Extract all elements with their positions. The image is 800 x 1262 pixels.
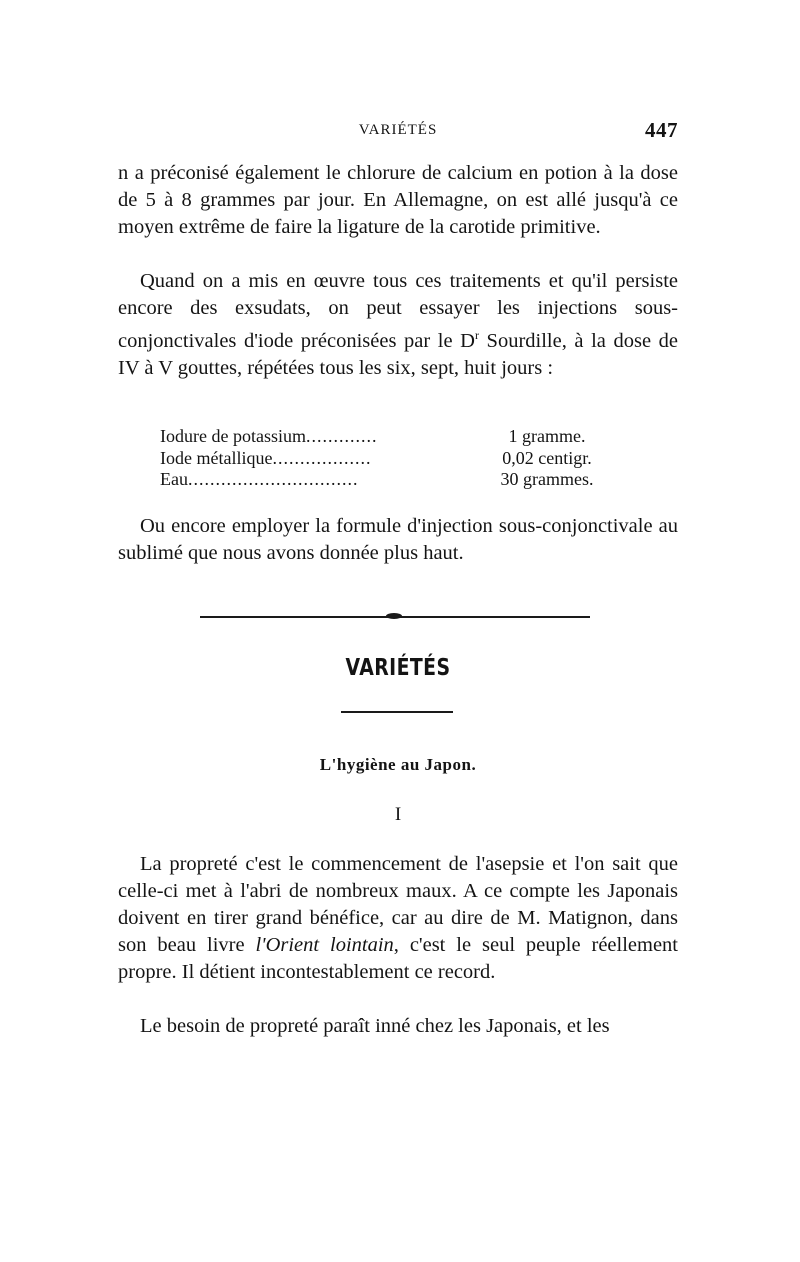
formula-amount: 30 grammes. xyxy=(500,469,594,489)
running-title: VARIÉTÉS xyxy=(358,122,438,138)
paragraph-iodine-text-start: Quand on a mis en œuvre tous ces traitements et qu'il persiste encore des exsudats, on peut essayer les injections sous-conjonctivales d'iode préconisées par le D xyxy=(118,270,678,352)
paragraph-need-for-cleanliness: Le besoin de propreté paraît inné chez les Japonais, et les xyxy=(140,1015,610,1037)
article-title: L'hygiène au Japon. xyxy=(319,755,477,774)
paragraph-iodine-text-end: Sourdille, à la dose de IV à V gouttes, répétées tous les six, sept, huit jours : xyxy=(118,329,678,379)
formula-row xyxy=(160,426,630,448)
formula-row xyxy=(160,448,630,470)
leader-dots: .................. xyxy=(272,447,372,468)
leader-dots: ............................... xyxy=(187,469,359,489)
paragraph-calcium-chloride: n a préconisé également le chlorure de calcium en potion à la dose de 5 à 8 grammes par jour. En Allemagne, on est allé jusqu'à ce moyen extrême de faire la ligature de la carotide primitive. xyxy=(118,162,678,238)
book-title-italic: l'Orient lointain xyxy=(255,934,394,956)
doctor-abbreviation-superscript: r xyxy=(474,328,479,342)
formula-table xyxy=(160,426,630,491)
formula-ingredient xyxy=(160,469,470,491)
divider-ornament xyxy=(386,613,402,619)
ingredient-name: Iodure de potassium xyxy=(160,426,306,446)
leader-dots: ............. xyxy=(305,426,378,446)
ingredient-name: Iode métallique xyxy=(160,447,273,468)
part-numeral: I xyxy=(394,804,402,825)
title-underline xyxy=(341,711,453,713)
paragraph-japanese-cleanliness xyxy=(118,851,678,986)
running-header xyxy=(118,120,678,144)
formula-row xyxy=(160,469,630,491)
paragraph-iodine-injections xyxy=(118,268,678,382)
article-text-start: La propreté c'est le commencement de l'asepsie et l'on sait que celle-ci met à l'abri de nombreux maux. A ce compte les Japonais doivent en tirer grand bénéfice, car au dire de M. Matignon, dans son beau livre xyxy=(118,853,678,956)
section-title: VARIÉTÉS xyxy=(345,655,451,681)
formula-ingredient xyxy=(160,448,470,470)
formula-amount: 1 gramme. xyxy=(508,426,586,446)
paragraph-sublimate-formula: Ou encore employer la formule d'injection sous-conjonctivale au sublimé que nous avons donnée plus haut. xyxy=(118,515,678,564)
formula-ingredient xyxy=(160,426,470,448)
page-number: 447 xyxy=(645,118,678,142)
article-text-end: , c'est le seul peuple réellement propre. Il détient incontestablement ce record. xyxy=(118,934,678,983)
ingredient-name: Eau xyxy=(160,469,188,489)
formula-amount: 0,02 centigr. xyxy=(502,447,592,468)
